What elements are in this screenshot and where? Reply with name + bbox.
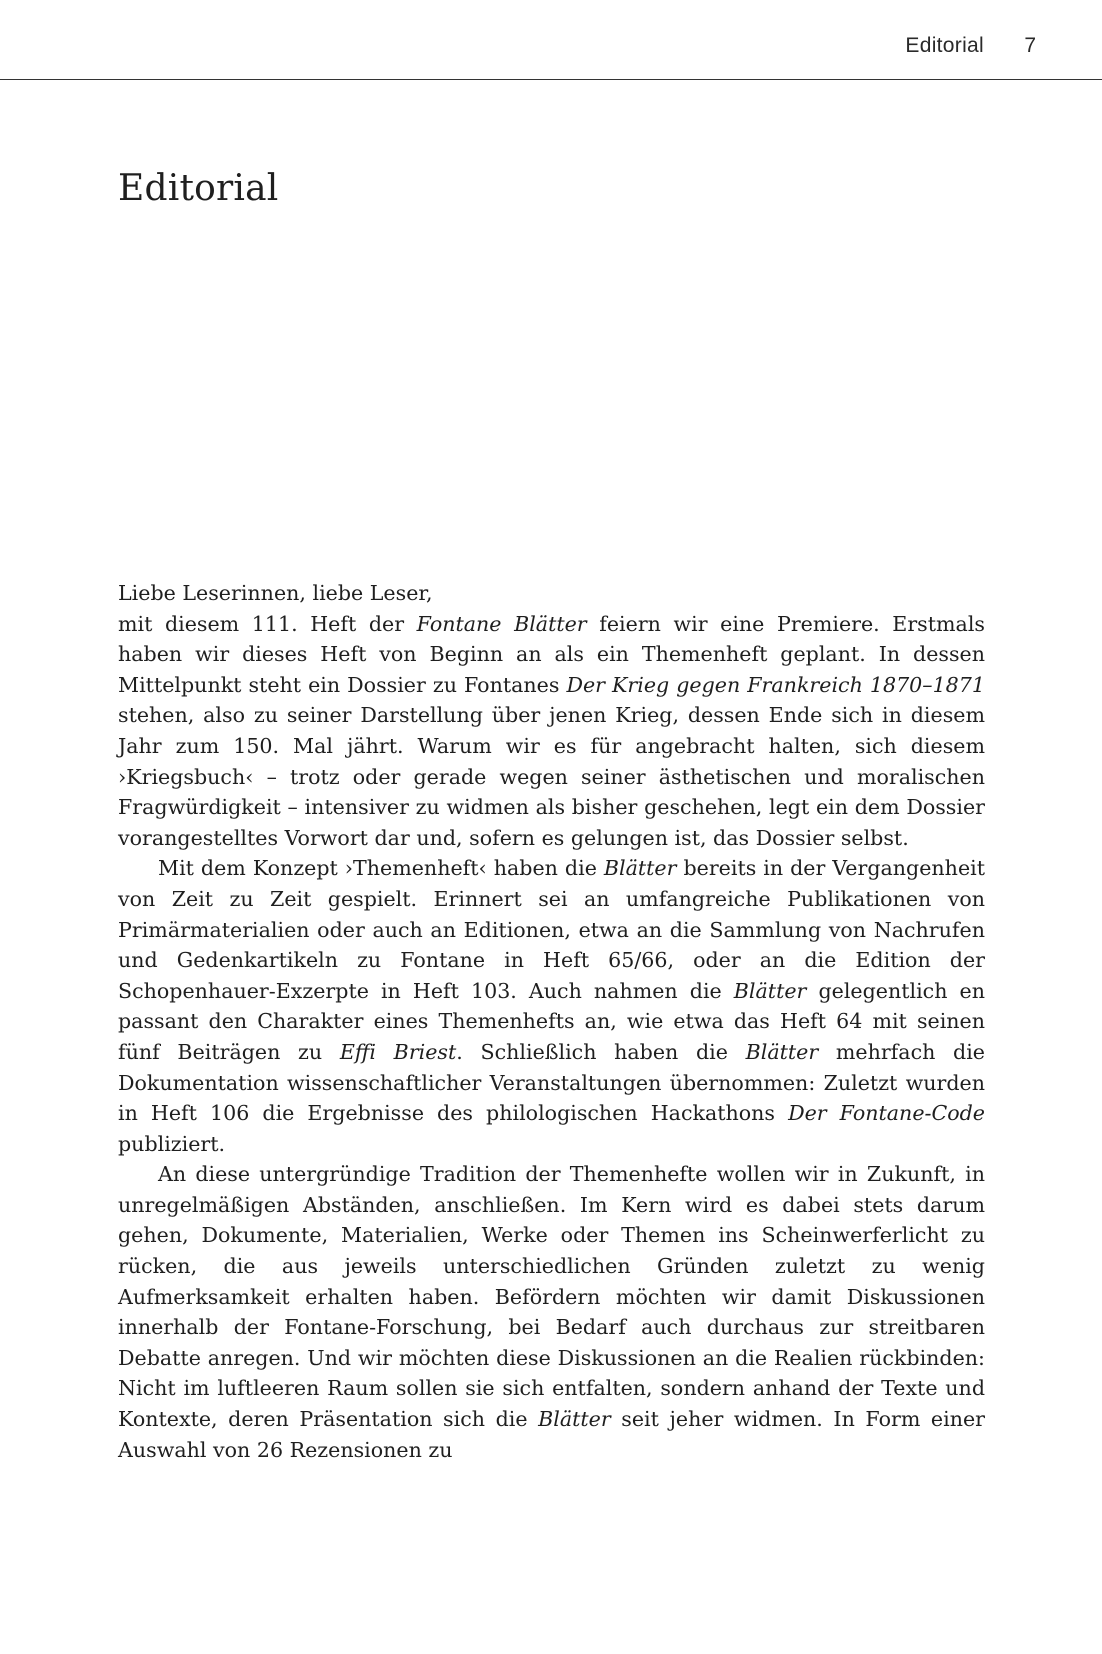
paragraph-2-text: Mit dem Konzept ›Themenheft‹ haben die	[158, 856, 604, 881]
paragraph-2-text: gelegentlich en passant den Charakter eines Themenhefts an, wie etwa das Heft 64 mit seinen fünf Beiträgen zu	[118, 978, 985, 1064]
work-title: Der Fontane-Code	[788, 1101, 985, 1126]
paragraph-1	[118, 609, 985, 854]
work-title: Blätter	[733, 978, 807, 1003]
paragraph-1-text: stehen, also zu seiner Darstellung über jenen Krieg, dessen Ende sich in diesem Jahr zum 150. Mal jährt. Warum wir es für angebracht halten, sich diesem ›Kriegsbuch‹ – trotz oder gerade wegen seiner ästhetischen und moralischen Fragwürdigkeit – intensiver zu widmen als bisher geschehen, legt ein dem Dossier vorangestelltes Vorwort dar und, sofern es gelungen ist, das Dossier selbst.	[118, 703, 985, 850]
paragraph-3	[118, 1159, 985, 1465]
page-number: 7	[1024, 34, 1036, 57]
paragraph-2-text: . Schließlich haben die	[456, 1039, 746, 1064]
paragraph-1-text: mit diesem 111. Heft der	[118, 611, 417, 636]
running-head	[0, 0, 1102, 80]
work-title: Blätter	[538, 1407, 611, 1432]
paragraph-2-text: bereits in der Vergangenheit von Zeit zu Zeit gespielt. Erinnert sei an umfangreiche Publikationen von Primärmaterialien oder auch an Editionen, etwa an die Sammlung von Nachrufen und Gedenkartikeln zu Fontane in Heft 65/66, oder an die Edition der Schopenhauer-Exzerpte in Heft 103. Auch nahmen die	[118, 856, 985, 1003]
body-text	[118, 578, 985, 1465]
work-title: Blätter	[745, 1039, 819, 1064]
chapter-title: Editorial	[118, 168, 279, 209]
paragraph-3-text: seit jeher widmen. In Form einer Auswahl von 26 Rezensionen zu	[118, 1407, 985, 1462]
paragraph-2-text: publiziert.	[118, 1131, 226, 1156]
work-title: Blätter	[603, 856, 677, 881]
salutation: Liebe Leserinnen, liebe Leser,	[118, 581, 433, 605]
paragraph-1-text: feiern wir eine Premiere. Erstmals haben wir dieses Heft von Beginn an als ein Themenheft geplant. In dessen Mittelpunkt steht ein Dossier zu Fontanes	[118, 611, 985, 697]
paragraph-2-text: mehrfach die Dokumentation wissenschaftlicher Veranstaltungen übernommen: Zuletzt wurden in Heft 106 die Ergebnisse des philologischen Hackathons	[118, 1039, 985, 1126]
work-title: Fontane Blätter	[416, 611, 587, 636]
running-head-title: Editorial	[905, 34, 984, 57]
work-title: Der Krieg gegen Frankreich 1870–1871	[566, 672, 985, 697]
paragraph-3-text: An diese untergründige Tradition der Themenhefte wollen wir in Zukunft, in unregelmäßigen Abständen, anschließen. Im Kern wird es dabei stets darum gehen, Dokumente, Materialien, Werke oder Themen ins Scheinwerferlicht zu rücken, die aus jeweils unterschiedlichen Gründen zuletzt zu wenig Aufmerksamkeit erhalten haben. Befördern möchten wir damit Diskussionen innerhalb der Fontane-Forschung, bei Bedarf auch durchaus zur streitbaren Debatte anregen. Und wir möchten diese Diskussionen an die Realien rückbinden: Nicht im luftleeren Raum sollen sie sich entfalten, sondern anhand der Texte und Kontexte, deren Präsentation sich die	[118, 1162, 985, 1432]
work-title: Effi Briest	[339, 1039, 457, 1064]
paragraph-2	[118, 853, 985, 1159]
